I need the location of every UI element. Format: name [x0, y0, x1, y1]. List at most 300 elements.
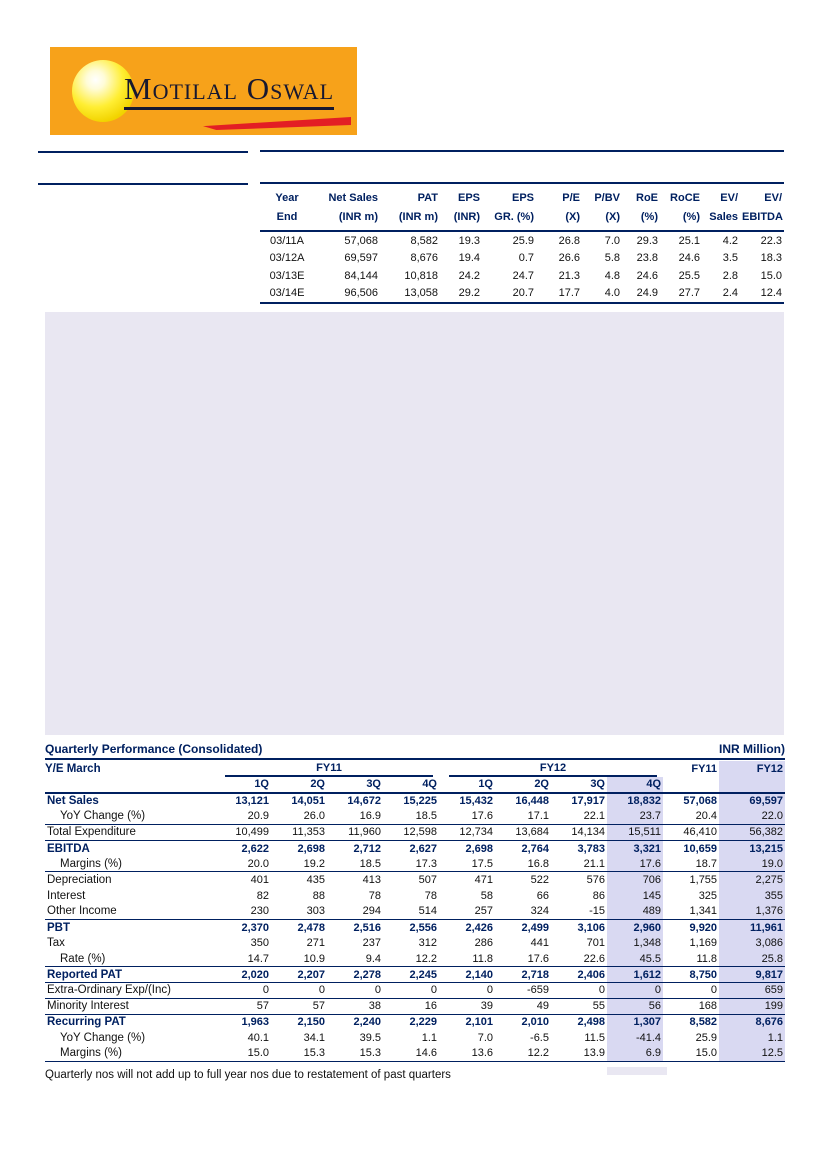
fy12-annual-cell: 56,382	[719, 825, 785, 841]
quarter-cell: 507	[418, 874, 437, 887]
summary-cell: 3.5	[722, 252, 738, 264]
quarter-cell: 401	[250, 874, 269, 887]
summary-cell: 8,676	[410, 252, 438, 264]
quarter-cell: 2,150	[297, 1016, 325, 1029]
summary-cell: 96,506	[314, 285, 380, 303]
quarter-cell: 39	[439, 998, 495, 1014]
quarter-cell: 2,698	[465, 842, 493, 855]
quarter-col-header: 1Q	[215, 777, 271, 793]
quarter-cell: 2,140	[439, 967, 495, 983]
fy11-annual-cell: 25.9	[695, 1031, 718, 1044]
quarter-cell: 55	[551, 998, 607, 1014]
summary-header-row	[260, 188, 784, 231]
summary-cell: 0.7	[518, 252, 534, 264]
quarter-cell: 435	[306, 874, 325, 887]
row-label: Rate (%)	[45, 951, 215, 967]
header-rule-right-top	[260, 150, 784, 152]
summary-col-header: PAT (INR m)	[380, 188, 440, 231]
quarter-cell: 17,917	[571, 795, 605, 808]
summary-cell: 25.5	[678, 270, 700, 282]
quarter-cell: 2,622	[241, 842, 269, 855]
quarter-cell: 1,348	[607, 935, 663, 951]
quarter-cell: 45.5	[607, 951, 663, 967]
fy11-annual-cell: 1,169	[689, 937, 718, 950]
summary-col-header: P/E (X)	[536, 188, 582, 231]
quarter-cell: 10.9	[271, 951, 327, 967]
summary-cell: 24.6	[636, 270, 658, 282]
quarter-cell: 22.6	[551, 951, 607, 967]
quarter-cell: 10,499	[215, 825, 271, 841]
quarter-col-header: 3Q	[327, 777, 383, 793]
summary-col-header: RoCE (%)	[660, 188, 702, 231]
summary-col-header: EV/ Sales	[702, 188, 740, 231]
quarter-cell: 3,106	[577, 921, 605, 934]
summary-cell: 29.3	[636, 234, 658, 247]
summary-col-header: Year End	[260, 188, 314, 231]
quarter-cell: 18.5	[383, 809, 439, 825]
quarter-cell: 16	[383, 998, 439, 1014]
quarter-cell: 1,307	[607, 1014, 663, 1030]
fy12-annual-cell: 22.0	[719, 809, 785, 825]
quarter-cell: 12.2	[495, 1046, 551, 1062]
header-rule-left-bottom	[38, 183, 248, 185]
quarter-cell: 11.5	[584, 1031, 605, 1044]
quarter-cell: -41.4	[607, 1030, 663, 1046]
fy12-annual-cell: 355	[719, 888, 785, 904]
quarter-cell: 17.6	[495, 951, 551, 967]
summary-cell: 4.2	[722, 234, 738, 247]
quarter-cell: 17.6	[439, 809, 495, 825]
row-label: Interest	[47, 889, 86, 902]
row-label: Minority Interest	[45, 998, 215, 1014]
quarter-cell: 522	[530, 874, 549, 887]
row-label: Total Expenditure	[45, 825, 215, 841]
table-row	[45, 793, 785, 809]
quarter-cell: 17.1	[495, 809, 551, 825]
fy11-annual-cell: 11.8	[663, 951, 719, 967]
summary-cell: 19.3	[458, 234, 480, 247]
summary-cell: 19.4	[458, 252, 480, 264]
fy11-group-header: FY11	[225, 761, 433, 777]
quarter-cell: 23.7	[607, 809, 663, 825]
logo-word-motilal: Motilal	[124, 71, 238, 106]
summary-cell: 2.8	[722, 270, 738, 282]
quarter-cell: 145	[607, 888, 663, 904]
motilal-oswal-logo	[50, 47, 357, 135]
quarter-cell: 16.9	[327, 809, 383, 825]
quarter-cell: 0	[607, 983, 663, 999]
summary-col-header: EPS GR. (%)	[482, 188, 536, 231]
quarter-cell: 15,225	[403, 795, 437, 808]
quarterly-title-row	[45, 742, 785, 760]
fy12-annual-header: FY12	[719, 761, 785, 777]
quarterly-title: Quarterly Performance (Consolidated)	[45, 742, 263, 756]
quarter-cell: 21.1	[551, 856, 607, 872]
quarter-cell: 2,698	[297, 842, 325, 855]
fy12-annual-cell: 3,086	[719, 935, 785, 951]
table-row	[45, 856, 785, 872]
summary-cell: 13,058	[380, 285, 440, 303]
quarter-cell: 17.6	[607, 856, 663, 872]
quarter-cell: 9.4	[327, 951, 383, 967]
logo-swoosh-icon	[203, 117, 351, 130]
quarter-cell: 11,960	[327, 825, 383, 841]
quarter-cell: 78	[368, 889, 381, 902]
quarter-cell: 14,134	[551, 825, 607, 841]
fy11-annual-cell: 15.0	[663, 1046, 719, 1062]
quarter-header-spacer	[45, 777, 215, 793]
summary-row	[260, 231, 784, 249]
fy12-annual-cell: 2,275	[719, 872, 785, 888]
summary-cell: 12.4	[740, 285, 784, 303]
quarter-cell: 34.1	[303, 1031, 325, 1044]
row-label: Margins (%)	[45, 856, 215, 872]
quarter-cell: -659	[495, 983, 551, 999]
quarter-cell: 17.5	[439, 856, 495, 872]
quarter-cell: 12,598	[383, 825, 439, 841]
summary-row	[260, 285, 784, 303]
quarter-cell: 12,734	[439, 825, 495, 841]
summary-cell: 03/11A	[269, 234, 305, 247]
quarter-cell: 15,432	[459, 795, 493, 808]
quarter-cell: 7.0	[477, 1031, 493, 1044]
quarter-cell: 2,101	[465, 1016, 493, 1029]
quarter-col-header: 2Q	[271, 777, 327, 793]
quarter-cell: 2,278	[327, 967, 383, 983]
fy11-annual-cell: 1,341	[663, 904, 719, 920]
fy11-annual-cell: 8,750	[663, 967, 719, 983]
quarter-cell: 0	[439, 983, 495, 999]
fy11-annual-cell: 57,068	[683, 795, 718, 808]
quarter-cell: 1,612	[607, 967, 663, 983]
summary-cell: 29.2	[440, 285, 482, 303]
quarter-cell: 0	[271, 983, 327, 999]
quarter-cell: 1,963	[241, 1016, 269, 1029]
quarter-cell: 701	[586, 937, 605, 950]
summary-cell: 15.0	[760, 270, 782, 282]
fy11-annual-cell: 168	[663, 998, 719, 1014]
quarter-cell: 706	[607, 872, 663, 888]
table-row	[45, 951, 785, 967]
quarterly-footnote: Quarterly nos will not add up to full year nos due to restatement of past quarters	[45, 1069, 451, 1082]
quarter-cell: 2,010	[521, 1016, 549, 1029]
row-label: Margins (%)	[45, 1046, 215, 1062]
quarter-cell: 13.6	[439, 1046, 495, 1062]
ye-march-label: Y/E March	[45, 763, 101, 775]
quarter-cell: 2,406	[551, 967, 607, 983]
quarter-cell: 286	[474, 937, 493, 950]
fy11-annual-cell: 20.4	[663, 809, 719, 825]
logo-wordmark	[124, 73, 334, 110]
summary-cell: 69,597	[344, 252, 378, 264]
row-label: Net Sales	[47, 795, 99, 808]
quarter-cell: 2,960	[607, 919, 663, 935]
row-label: Depreciation	[47, 874, 112, 887]
quarter-cell: 2,516	[353, 921, 381, 934]
quarter-cell: 13,121	[235, 795, 269, 808]
summary-cell: 25.1	[678, 234, 700, 247]
quarter-cell: 26.0	[271, 809, 327, 825]
quarter-cell: 271	[306, 937, 325, 950]
fy11-annual-cell: 46,410	[663, 825, 719, 841]
table-row	[45, 998, 785, 1014]
quarterly-table	[45, 761, 785, 1062]
quarter-col-header: 4Q	[607, 777, 663, 793]
row-label: YoY Change (%)	[45, 809, 215, 825]
fy12-annual-cell: 69,597	[719, 793, 785, 809]
summary-cell: 20.7	[482, 285, 536, 303]
summary-cell: 26.8	[558, 234, 580, 247]
fy11-annual-cell: 0	[663, 983, 719, 999]
footnote-row	[45, 1065, 785, 1083]
quarter-cell: 16,448	[515, 795, 549, 808]
table-row	[45, 1014, 785, 1030]
summary-cell: 57,068	[344, 234, 378, 247]
table-row	[45, 872, 785, 888]
row-label: PBT	[47, 921, 70, 934]
chart-placeholder	[45, 312, 784, 735]
quarter-cell: 303	[271, 904, 327, 920]
quarter-cell: 2,712	[353, 842, 381, 855]
quarter-cell: 13.9	[551, 1046, 607, 1062]
summary-cell: 8,582	[410, 234, 438, 247]
fy12-annual-cell: 1.1	[719, 1030, 785, 1046]
quarter-cell: 2,499	[521, 921, 549, 934]
quarter-cell: 16.8	[495, 856, 551, 872]
quarter-cell: -15	[551, 904, 607, 920]
quarter-cell: 0	[551, 983, 607, 999]
quarter-cell: 3,783	[577, 842, 605, 855]
quarter-cell: 2,478	[297, 921, 325, 934]
summary-cell: 18.3	[760, 252, 782, 264]
fy11-annual-cell: 18.7	[663, 856, 719, 872]
quarter-cell: 19.2	[271, 856, 327, 872]
quarter-cell: 2,627	[409, 842, 437, 855]
quarter-cell: 49	[495, 998, 551, 1014]
quarter-cell: 14.6	[383, 1046, 439, 1062]
fy12-group-header-cell	[439, 761, 663, 777]
fy12-annual-cell: 12.5	[719, 1046, 785, 1062]
fy11-annual-cell: 1,755	[689, 874, 718, 887]
quarterly-table-body	[45, 793, 785, 1062]
summary-cell: 22.3	[760, 234, 782, 247]
quarter-cell: 82	[256, 889, 269, 902]
summary-row	[260, 267, 784, 285]
table-row	[45, 825, 785, 841]
fy11-annual-cell: 10,659	[683, 842, 718, 855]
quarter-cell: 14,672	[347, 795, 381, 808]
table-row	[45, 1046, 785, 1062]
summary-cell: 4.8	[604, 270, 620, 282]
quarter-cell: 58	[480, 889, 493, 902]
quarter-cell: 88	[312, 889, 325, 902]
quarter-col-header: 4Q	[383, 777, 439, 793]
row-label: Tax	[47, 937, 65, 950]
summary-cell: 03/13E	[269, 270, 305, 282]
quarter-cell: 471	[474, 874, 493, 887]
quarter-cell: 13,684	[495, 825, 551, 841]
fy12-annual-cell: 1,376	[719, 904, 785, 920]
annual-header-spacer-fy12	[719, 777, 785, 793]
quarter-header-row	[45, 777, 785, 793]
quarter-cell: 15.0	[215, 1046, 271, 1062]
fy11-annual-header: FY11	[691, 763, 718, 775]
table-row	[45, 904, 785, 920]
quarter-cell: 514	[383, 904, 439, 920]
summary-col-header: EPS (INR)	[440, 188, 482, 231]
summary-cell: 17.7	[536, 285, 582, 303]
summary-col-header: RoE (%)	[622, 188, 660, 231]
quarterly-unit-label: INR Million)	[719, 742, 785, 756]
quarter-cell: 2,207	[271, 967, 327, 983]
quarter-cell: 294	[327, 904, 383, 920]
fy11-annual-cell: 8,582	[689, 1016, 718, 1029]
table-row	[45, 967, 785, 983]
summary-row	[260, 249, 784, 267]
quarter-cell: 17.3	[383, 856, 439, 872]
header-rule-left-top	[38, 151, 248, 153]
quarter-cell: 20.9	[215, 809, 271, 825]
summary-cell: 23.8	[636, 252, 658, 264]
quarter-cell: 2,718	[495, 967, 551, 983]
fy12-annual-cell: 11,961	[719, 919, 785, 935]
summary-cell: 21.3	[558, 270, 580, 282]
quarter-cell: 2,426	[465, 921, 493, 934]
quarter-col-header: 3Q	[551, 777, 607, 793]
summary-col-header: P/BV (X)	[582, 188, 622, 231]
quarter-cell: 257	[439, 904, 495, 920]
quarter-col-header: 2Q	[495, 777, 551, 793]
quarter-cell: 312	[418, 937, 437, 950]
quarter-cell: 66	[536, 889, 549, 902]
table-row	[45, 1030, 785, 1046]
quarter-cell: 576	[586, 874, 605, 887]
summary-col-header: Net Sales (INR m)	[314, 188, 380, 231]
table-row	[45, 888, 785, 904]
table-row	[45, 983, 785, 999]
quarter-cell: 2,229	[409, 1016, 437, 1029]
quarter-cell: 2,370	[241, 921, 269, 934]
fy11-annual-cell: 325	[698, 889, 718, 902]
quarter-cell: 56	[607, 998, 663, 1014]
summary-cell: 7.0	[604, 234, 620, 247]
summary-cell: 24.9	[622, 285, 660, 303]
fy12-annual-cell: 13,215	[719, 840, 785, 856]
quarter-cell: 20.0	[215, 856, 271, 872]
table-row	[45, 919, 785, 935]
quarter-cell: 0	[215, 983, 271, 999]
table-row	[45, 935, 785, 951]
summary-cell: 4.0	[582, 285, 622, 303]
quarter-cell: 413	[362, 874, 381, 887]
quarter-cell: 40.1	[247, 1031, 269, 1044]
summary-cell: 5.8	[604, 252, 620, 264]
fy12-annual-cell: 8,676	[719, 1014, 785, 1030]
fy11-group-header-cell	[215, 761, 439, 777]
summary-cell: 25.9	[512, 234, 534, 247]
quarter-cell: 6.9	[607, 1046, 663, 1062]
quarter-cell: 2,245	[383, 967, 439, 983]
quarter-cell: 78	[424, 889, 437, 902]
quarter-cell: 15.3	[327, 1046, 383, 1062]
quarter-cell: 11.8	[439, 951, 495, 967]
quarter-cell: 1.1	[421, 1031, 437, 1044]
row-label: Recurring PAT	[47, 1016, 126, 1029]
summary-cell: 24.2	[458, 270, 480, 282]
quarter-col-header: 1Q	[439, 777, 495, 793]
quarter-cell: 2,556	[409, 921, 437, 934]
fy12-annual-cell: 19.0	[719, 856, 785, 872]
summary-col-header: EV/ EBITDA	[740, 188, 784, 231]
group-header-row	[45, 761, 785, 777]
fy12-annual-cell: 659	[719, 983, 785, 999]
summary-cell: 10,818	[404, 270, 438, 282]
row-label: Other Income	[45, 904, 215, 920]
quarter-cell: 11,353	[271, 825, 327, 841]
quarter-cell: 2,240	[353, 1016, 381, 1029]
quarter-cell: 15.3	[271, 1046, 327, 1062]
quarter-cell: 2,498	[577, 1016, 605, 1029]
quarter-cell: 57	[271, 998, 327, 1014]
quarter-cell: 14.7	[215, 951, 271, 967]
table-row	[45, 840, 785, 856]
quarterly-performance-section	[45, 742, 785, 1083]
summary-cell: 27.7	[660, 285, 702, 303]
quarter-cell: 39.5	[359, 1031, 381, 1044]
quarter-cell: 489	[607, 904, 663, 920]
logo-word-oswal: Oswal	[246, 71, 335, 106]
fy11-annual-cell: 9,920	[689, 921, 718, 934]
quarter-cell: -6.5	[530, 1031, 549, 1044]
quarter-cell: 0	[383, 983, 439, 999]
summary-cell: 84,144	[344, 270, 378, 282]
row-label: YoY Change (%)	[60, 1031, 146, 1044]
quarter-cell: 3,321	[607, 840, 663, 856]
quarter-cell: 441	[530, 937, 549, 950]
quarter-cell: 12.2	[383, 951, 439, 967]
quarter-cell: 0	[327, 983, 383, 999]
quarter-cell: 57	[215, 998, 271, 1014]
residual-highlight-strip	[607, 1067, 667, 1075]
row-label: Extra-Ordinary Exp/(Inc)	[45, 983, 215, 999]
fy12-annual-cell: 9,817	[719, 967, 785, 983]
summary-cell: 24.7	[512, 270, 534, 282]
summary-cell: 03/14E	[260, 285, 314, 303]
quarter-cell: 18.5	[327, 856, 383, 872]
quarter-cell: 18,832	[607, 793, 663, 809]
table-row	[45, 809, 785, 825]
summary-cell: 26.6	[558, 252, 580, 264]
fy12-annual-cell: 25.8	[719, 951, 785, 967]
fy12-annual-cell: 199	[719, 998, 785, 1014]
quarter-cell: 38	[327, 998, 383, 1014]
row-label: EBITDA	[47, 842, 90, 855]
quarter-cell: 22.1	[551, 809, 607, 825]
quarter-cell: 324	[495, 904, 551, 920]
quarter-cell: 15,511	[607, 825, 663, 841]
summary-cell: 03/12A	[269, 252, 305, 264]
annual-header-spacer-fy11	[663, 777, 719, 793]
summary-cell: 2.4	[702, 285, 740, 303]
valuation-summary-table	[260, 188, 784, 304]
header-rule-right-bottom	[260, 182, 784, 184]
quarter-cell: 230	[215, 904, 271, 920]
quarter-cell: 350	[250, 937, 269, 950]
quarter-cell: 2,020	[215, 967, 271, 983]
summary-cell: 24.6	[678, 252, 700, 264]
summary-table-body	[260, 231, 784, 303]
quarter-cell: 14,051	[291, 795, 325, 808]
